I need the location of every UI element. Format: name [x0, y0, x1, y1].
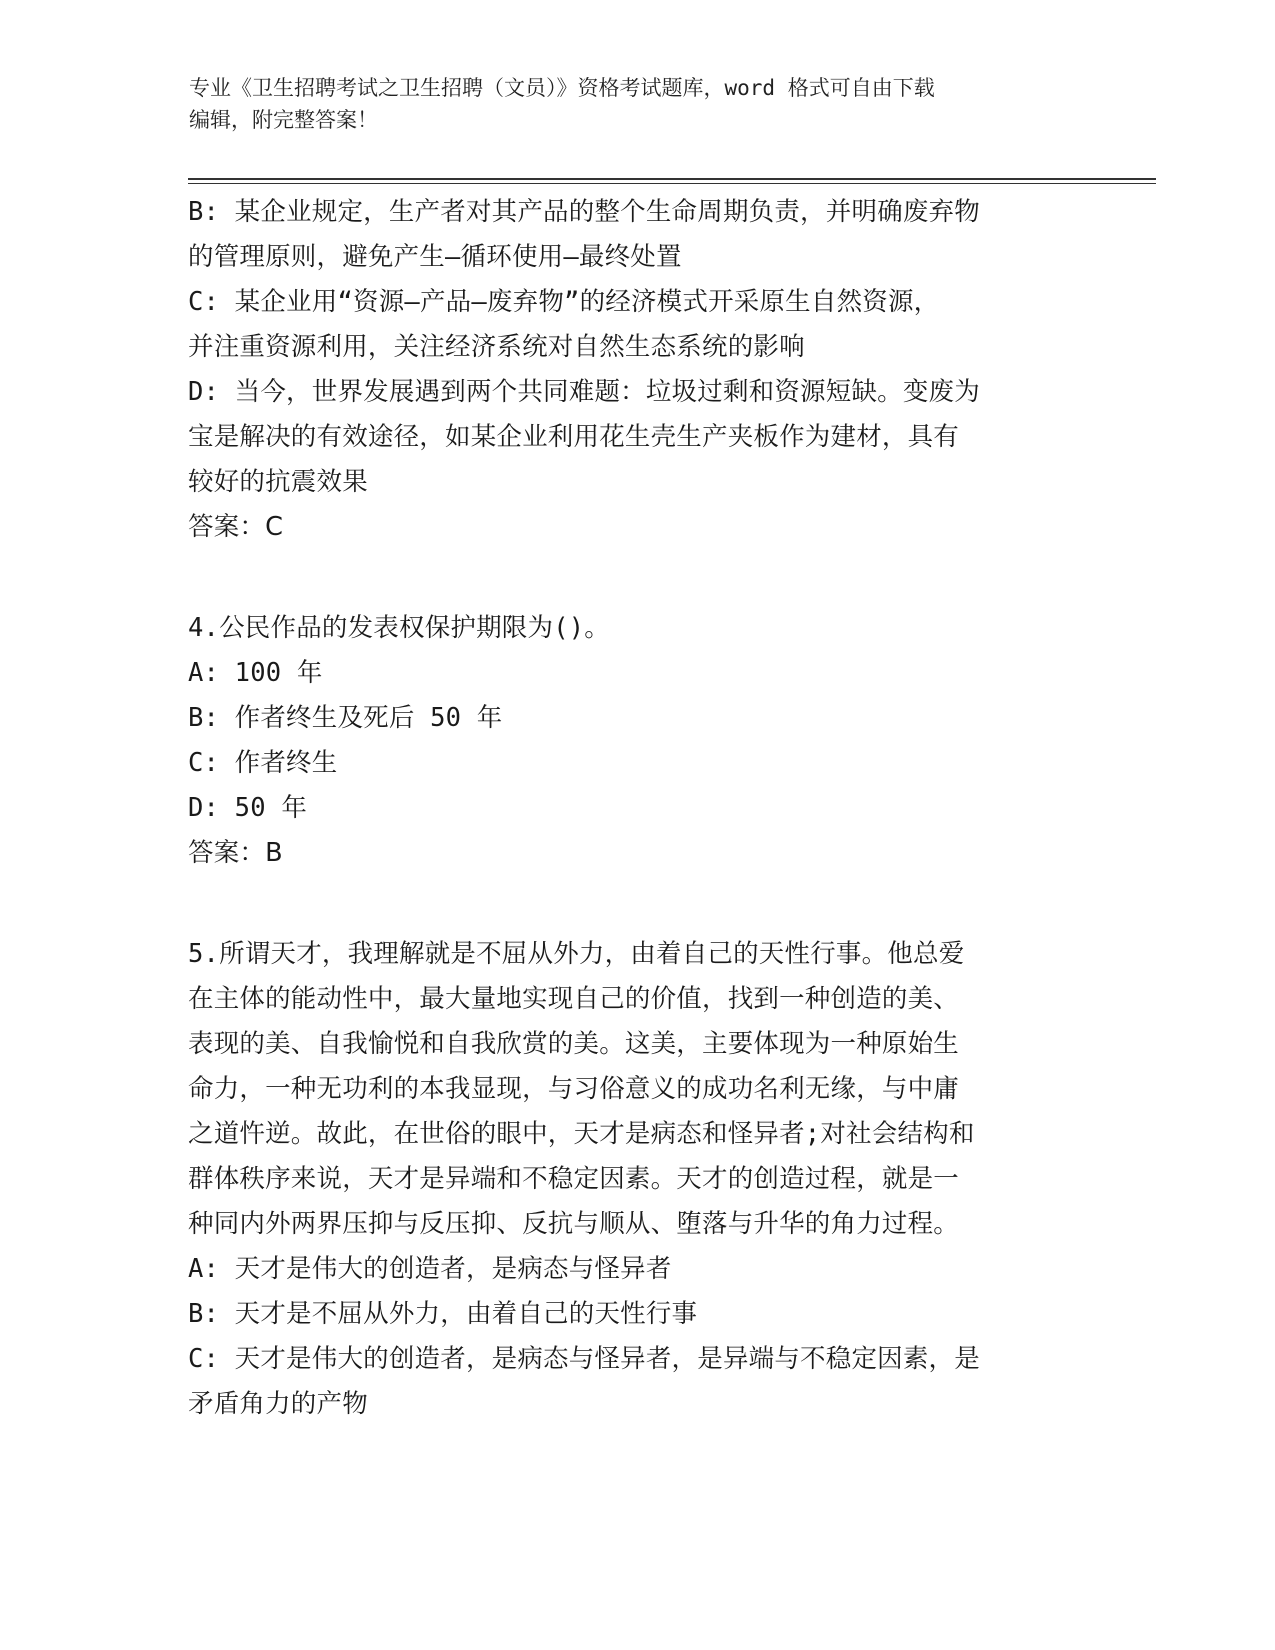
spacer — [188, 876, 1088, 932]
q3-option-b-line-2: 的管理原则，避免产生—循环使用—最终处置 — [188, 242, 682, 272]
q4-option-c: C: 作者终生 — [188, 748, 338, 778]
q4-option-a: A: 100 年 — [188, 658, 323, 688]
q5-stem-line-2: 在主体的能动性中，最大量地实现自己的价值，找到一种创造的美、 — [188, 984, 960, 1014]
q3-option-c-line-1: C: 某企业用“资源—产品—废弃物”的经济模式开采原生自然资源， — [188, 287, 940, 317]
q3-answer: 答案：C — [188, 512, 284, 542]
header-line-2: 编辑，附完整答案！ — [189, 108, 378, 132]
q5-stem-line-3: 表现的美、自我愉悦和自我欣赏的美。这美，主要体现为一种原始生 — [188, 1029, 960, 1059]
q5-stem-line-7: 种同内外两界压抑与反压抑、反抗与顺从、堕落与升华的角力过程。 — [188, 1209, 960, 1239]
spacer — [188, 550, 1088, 606]
q5-option-c-line-2: 矛盾角力的产物 — [188, 1389, 368, 1419]
question-5 — [188, 932, 1088, 1427]
document-body — [188, 190, 1088, 1427]
header-rule-thick — [188, 178, 1156, 180]
q4-option-b: B: 作者终生及死后 50 年 — [188, 703, 503, 733]
q5-option-b: B: 天才是不屈从外力，由着自己的天性行事 — [188, 1299, 698, 1329]
q5-stem-line-4: 命力，一种无功利的本我显现，与习俗意义的成功名利无缘，与中庸 — [188, 1074, 960, 1104]
question-4 — [188, 606, 1088, 876]
q5-stem-line-1: 5.所谓天才，我理解就是不屈从外力，由着自己的天性行事。他总爱 — [188, 939, 965, 969]
header-rule-thin — [188, 183, 1156, 184]
q5-stem-line-5: 之道忤逆。故此，在世俗的眼中，天才是病态和怪异者;对社会结构和 — [188, 1119, 975, 1149]
q5-stem-line-6: 群体秩序来说，天才是异端和不稳定因素。天才的创造过程，就是一 — [188, 1164, 960, 1194]
q3-option-d-line-1: D: 当今，世界发展遇到两个共同难题：垃圾过剩和资源短缺。变废为 — [188, 377, 980, 407]
document-header — [189, 72, 1089, 136]
q4-option-d: D: 50 年 — [188, 793, 308, 823]
q5-option-c-line-1: C: 天才是伟大的创造者，是病态与怪异者，是异端与不稳定因素，是 — [188, 1344, 980, 1374]
header-line-1: 专业《卫生招聘考试之卫生招聘（文员）》资格考试题库，word 格式可自由下载 — [189, 76, 935, 100]
q5-option-a: A: 天才是伟大的创造者，是病态与怪异者 — [188, 1254, 672, 1284]
q3-option-d-line-2: 宝是解决的有效途径，如某企业利用花生壳生产夹板作为建材，具有 — [188, 422, 960, 452]
q3-option-b-line-1: B: 某企业规定，生产者对其产品的整个生命周期负责，并明确废弃物 — [188, 197, 980, 227]
q4-answer: 答案：B — [188, 838, 283, 868]
question-3 — [188, 190, 1088, 550]
q4-stem: 4.公民作品的发表权保护期限为()。 — [188, 613, 611, 643]
q3-option-c-line-2: 并注重资源利用，关注经济系统对自然生态系统的影响 — [188, 332, 805, 362]
q3-option-d-line-3: 较好的抗震效果 — [188, 467, 368, 497]
